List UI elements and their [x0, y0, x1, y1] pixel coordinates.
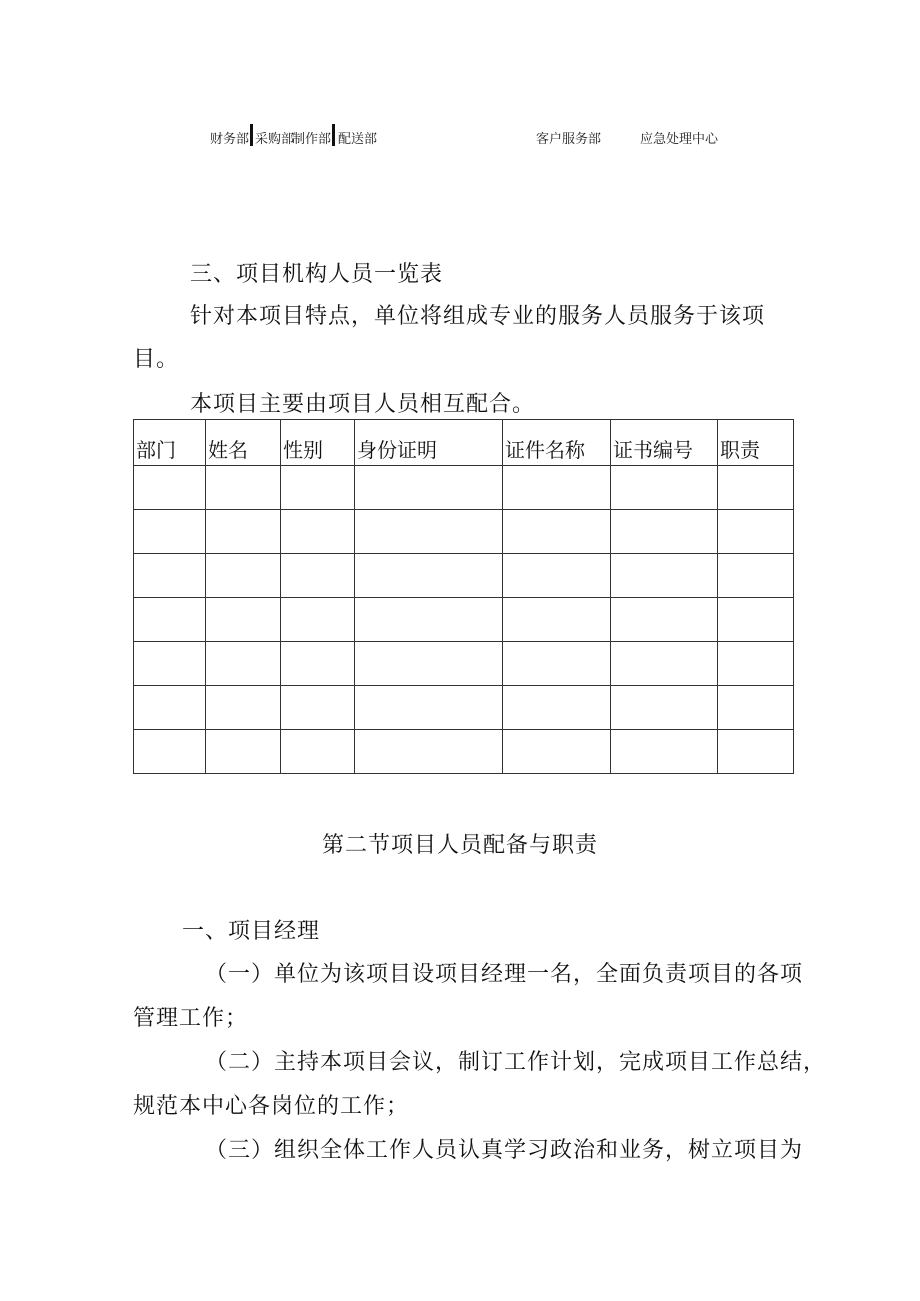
col-header-cert-name: 证件名称	[503, 420, 611, 466]
table-cell	[206, 554, 281, 598]
table-row	[134, 686, 794, 730]
table-cell	[718, 598, 794, 642]
table-cell	[503, 466, 611, 510]
table-cell	[611, 510, 718, 554]
dept-customer-service: 客户服务部	[536, 132, 602, 147]
table-cell	[355, 554, 503, 598]
dept-purchasing: 采购部	[255, 132, 295, 147]
table-row	[134, 598, 794, 642]
org-connector-bar	[332, 124, 335, 146]
section3-para1-line2: 目。	[133, 347, 180, 372]
col-header-gender: 性别	[281, 420, 355, 466]
table-cell	[611, 686, 718, 730]
table-cell	[718, 642, 794, 686]
table-cell	[503, 686, 611, 730]
col-header-cert-number: 证书编号	[611, 420, 718, 466]
table-cell	[355, 598, 503, 642]
table-cell	[718, 730, 794, 774]
table-cell	[281, 686, 355, 730]
table-cell	[134, 598, 206, 642]
table-cell	[718, 466, 794, 510]
table-cell	[611, 598, 718, 642]
table-cell	[503, 730, 611, 774]
dept-delivery: 配送部	[338, 132, 378, 147]
table-body	[134, 466, 794, 774]
table-cell	[134, 686, 206, 730]
table-cell	[355, 510, 503, 554]
table-header-row	[134, 420, 794, 466]
table-cell	[206, 730, 281, 774]
table-cell	[355, 642, 503, 686]
section3-title: 三、项目机构人员一览表	[190, 262, 444, 287]
table-cell	[355, 466, 503, 510]
col-header-duty: 职责	[718, 420, 794, 466]
table-cell	[134, 730, 206, 774]
org-chart-row	[0, 124, 920, 148]
pm-item1-line1: （一）单位为该项目设项目经理一名，全面负责项目的各项	[205, 962, 804, 987]
table-cell	[281, 554, 355, 598]
table-cell	[355, 730, 503, 774]
table-row	[134, 510, 794, 554]
table-row	[134, 554, 794, 598]
table-cell	[134, 642, 206, 686]
table-cell	[718, 554, 794, 598]
pm-item2-line2: 规范本中心各岗位的工作；	[133, 1094, 410, 1119]
table-cell	[134, 554, 206, 598]
dept-finance: 财务部	[210, 132, 250, 147]
table-cell	[281, 642, 355, 686]
table-cell	[206, 686, 281, 730]
table-cell	[281, 730, 355, 774]
table-cell	[503, 598, 611, 642]
staff-table	[133, 419, 794, 774]
table-cell	[206, 510, 281, 554]
table-row	[134, 730, 794, 774]
section3-para2: 本项目主要由项目人员相互配合。	[190, 392, 536, 417]
table-cell	[611, 466, 718, 510]
table-cell	[611, 730, 718, 774]
pm-item2-line1: （二）主持本项目会议，制订工作计划，完成项目工作总结，	[205, 1050, 827, 1075]
pm-title: 一、项目经理	[182, 919, 321, 944]
table-cell	[281, 466, 355, 510]
table-cell	[206, 598, 281, 642]
section-heading: 第二节项目人员配备与职责	[321, 833, 598, 858]
table-cell	[281, 510, 355, 554]
table-cell	[503, 642, 611, 686]
table-row	[134, 642, 794, 686]
table-cell	[134, 510, 206, 554]
section3-para1-line1: 针对本项目特点，单位将组成专业的服务人员服务于该项	[190, 304, 766, 329]
col-header-department: 部门	[134, 420, 206, 466]
table-cell	[281, 598, 355, 642]
table-cell	[718, 510, 794, 554]
table-cell	[503, 554, 611, 598]
pm-item1-line2: 管理工作；	[133, 1006, 249, 1031]
dept-production: 制作部	[292, 132, 332, 147]
table-cell	[611, 642, 718, 686]
table-cell	[206, 642, 281, 686]
table-cell	[134, 466, 206, 510]
org-connector-bar	[250, 124, 253, 146]
table-cell	[611, 554, 718, 598]
table-row	[134, 466, 794, 510]
col-header-id: 身份证明	[355, 420, 503, 466]
dept-emergency-center: 应急处理中心	[640, 132, 719, 147]
table-cell	[503, 510, 611, 554]
table-cell	[206, 466, 281, 510]
pm-item3-line1: （三）组织全体工作人员认真学习政治和业务，树立项目为	[205, 1138, 804, 1163]
table-cell	[355, 686, 503, 730]
table-cell	[718, 686, 794, 730]
col-header-name: 姓名	[206, 420, 281, 466]
